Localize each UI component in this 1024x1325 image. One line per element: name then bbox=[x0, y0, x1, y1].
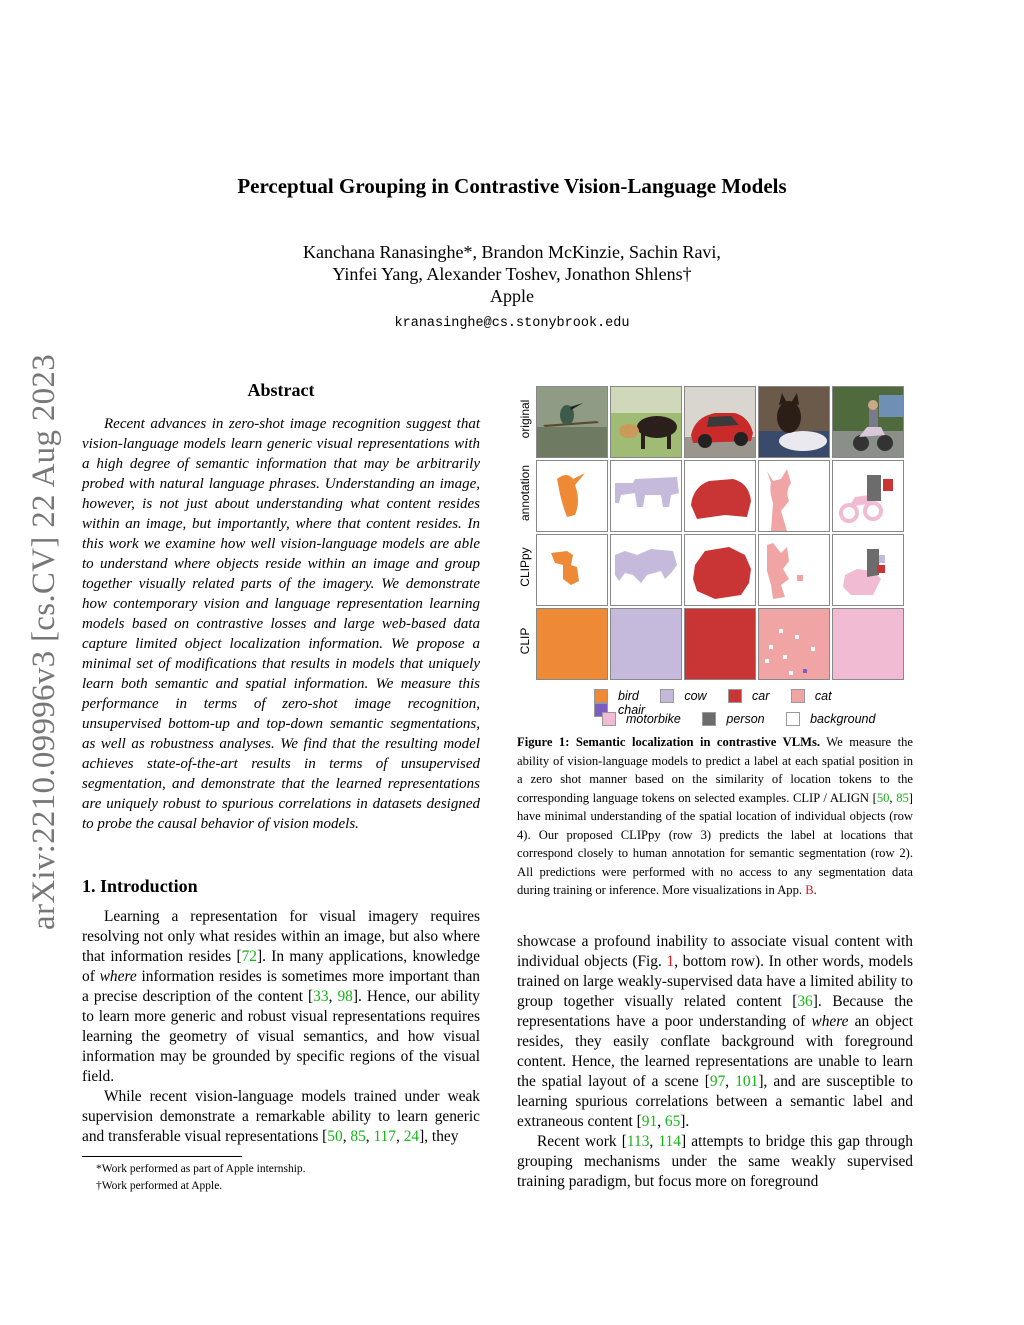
intro-paragraph-1: Learning a representation for visual imagery requires resolving not only what resides within an image, but also where that information resides [72]. In many applications, knowledge of where information resides is sometimes more important than a precise description of the content [33, 98]. Hence, our ability to learn more generic and robust visual representations requires learning the geometry of visual semantics, and how visual information may be grounded by specific regions of the visual field. bbox=[82, 908, 480, 1085]
legend-item-cat: cat bbox=[791, 689, 832, 703]
clip-bird bbox=[536, 608, 608, 680]
clip-car bbox=[684, 608, 756, 680]
affiliation: Apple bbox=[490, 286, 534, 306]
citation-link[interactable]: 72 bbox=[241, 948, 257, 965]
clippy-cat bbox=[758, 534, 830, 606]
figure-link[interactable]: 1 bbox=[666, 953, 675, 970]
legend-row-2 bbox=[602, 712, 922, 726]
appendix-link[interactable]: B bbox=[805, 883, 814, 897]
citation-link[interactable]: 85 bbox=[350, 1128, 366, 1145]
author-email[interactable]: kranasinghe@cs.stonybrook.edu bbox=[394, 316, 630, 331]
author-line-1: Kanchana Ranasinghe*, Brandon McKinzie, Sachin Ravi, bbox=[303, 242, 721, 262]
annotation-motorbike-person bbox=[832, 460, 904, 532]
row-label-clippy: CLIPpy bbox=[518, 547, 532, 587]
annotation-cow bbox=[610, 460, 682, 532]
citation-link[interactable]: 114 bbox=[658, 1133, 681, 1150]
clip-cat bbox=[758, 608, 830, 680]
clippy-car bbox=[684, 534, 756, 606]
annotation-cat bbox=[758, 460, 830, 532]
citation-link[interactable]: 33 bbox=[313, 988, 329, 1005]
photo-cat bbox=[758, 386, 830, 458]
footnote-rule bbox=[82, 1156, 242, 1157]
citation-link[interactable]: 50 bbox=[876, 790, 890, 805]
citation-link[interactable]: 98 bbox=[337, 988, 353, 1005]
arxiv-stamp: arXiv:2210.09996v3 [cs.CV] 22 Aug 2023 bbox=[26, 353, 62, 930]
author-block bbox=[0, 241, 1024, 307]
legend-item-motorbike: motorbike bbox=[602, 712, 681, 726]
section-heading-introduction: 1. Introduction bbox=[82, 876, 198, 896]
legend-item-chair: chair bbox=[594, 703, 645, 717]
citation-link[interactable]: 65 bbox=[664, 1113, 681, 1130]
row-label-original: original bbox=[518, 399, 532, 439]
citation-link[interactable]: 117 bbox=[373, 1128, 396, 1145]
legend-item-car: car bbox=[728, 689, 769, 703]
clippy-bird bbox=[536, 534, 608, 606]
citation-link[interactable]: 85 bbox=[896, 790, 909, 805]
annotation-car bbox=[684, 460, 756, 532]
abstract-heading: Abstract bbox=[247, 380, 315, 400]
photo-cow bbox=[610, 386, 682, 458]
clippy-motorbike-person bbox=[832, 534, 904, 606]
figure-1-caption: Figure 1: Semantic localization in contrastive VLMs. We measure the ability of vision-language models to predict a label at each spatial position in a zero shot manner based on the similarity of location tokens to the corresponding language tokens on selected examples. CLIP / ALIGN [50, 85] have minimal understanding of the spatial location of individual objects (row 4). Our proposed CLIPpy (row 3) predicts the label at locations that correspond closely to human annotation for semantic segmentation (row 2). All predictions were performed with no access to any segmentation data during training or inference. More visualizations in App. B. bbox=[517, 735, 913, 897]
figure-1 bbox=[498, 384, 918, 729]
paper-title: Perceptual Grouping in Contrastive Vision-Language Models bbox=[237, 174, 787, 198]
legend-item-background: background bbox=[786, 712, 875, 726]
row-label-annotation: annotation bbox=[518, 464, 532, 522]
citation-link[interactable]: 91 bbox=[641, 1113, 658, 1130]
legend-item-person: person bbox=[702, 712, 764, 726]
introduction-body bbox=[82, 907, 480, 1147]
author-line-2: Yinfei Yang, Alexander Toshev, Jonathon Shlens† bbox=[332, 264, 692, 284]
citation-link[interactable]: 97 bbox=[709, 1073, 726, 1090]
legend-item-cow: cow bbox=[660, 689, 706, 703]
citation-link[interactable]: 101 bbox=[735, 1073, 759, 1090]
intro-paragraph-2: While recent vision-language models trained under weak supervision demonstrate a remarkable ability to learn generic and transferable visual representations [50, 85, 117, 24], they bbox=[82, 1088, 480, 1145]
citation-link[interactable]: 50 bbox=[327, 1128, 343, 1145]
clip-motorbike bbox=[832, 608, 904, 680]
footnote-1: *Work performed as part of Apple internship. bbox=[96, 1163, 306, 1175]
annotation-bird bbox=[536, 460, 608, 532]
citation-link[interactable]: 24 bbox=[403, 1128, 420, 1145]
clip-cow bbox=[610, 608, 682, 680]
citation-link[interactable]: 113 bbox=[626, 1133, 650, 1150]
photo-car bbox=[684, 386, 756, 458]
right-column-body bbox=[517, 932, 913, 1192]
clippy-cow bbox=[610, 534, 682, 606]
photo-bird bbox=[536, 386, 608, 458]
right-paragraph-2: Recent work [113, 114] attempts to bridge this gap through grouping mechanisms under the same weakly supervised training paradigm, but focus more on foreground bbox=[517, 1133, 913, 1190]
photo-motorbike bbox=[832, 386, 904, 458]
citation-link[interactable]: 36 bbox=[797, 993, 813, 1010]
abstract-text: Recent advances in zero-shot image recognition suggest that vision-language models learn generic visual representations with a high degree of semantic information that may be arbitrarily probed with natural language phrases. Understanding an image, however, is not just about understanding what content resides within an image, but importantly, where that content resides. In this work we examine how well vision-language models are able to understand where objects reside within an image and group together visually related parts of the imagery. We demonstrate how contemporary vision and language representation learning models based on contrastive losses and large web-based data capture limited object localization information. We propose a minimal set of modifications that results in models that uniquely learn both semantic and spatial information. We measure this performance in terms of zero-shot image recognition, unsupervised bottom-up and top-down semantic segmentations, as well as robustness analyses. We find that the resulting model achieves state-of-the-art results in terms of unsupervised segmentation, and demonstrate that the learned representations are uniquely robust to spurious correlations in datasets designed to probe the causal behavior of vision models. bbox=[82, 416, 480, 832]
footnote-2: †Work performed at Apple. bbox=[96, 1180, 223, 1192]
row-label-clip: CLIP bbox=[518, 627, 532, 655]
right-paragraph-1: showcase a profound inability to associate visual content with individual objects (Fig. 1, bottom row). In other words, models trained on large weakly-supervised data have a limited ability to group together visually related content [36]. Because the representations have a poor understanding of where an object resides, they easily conflate background with foreground content. Hence, the learned representations are unable to learn the spatial layout of a scene [97, 101], and are susceptible to learning spurious correlations between a semantic label and extraneous content [91, 65]. bbox=[517, 933, 913, 1130]
legend-item-bird: bird bbox=[594, 689, 639, 703]
